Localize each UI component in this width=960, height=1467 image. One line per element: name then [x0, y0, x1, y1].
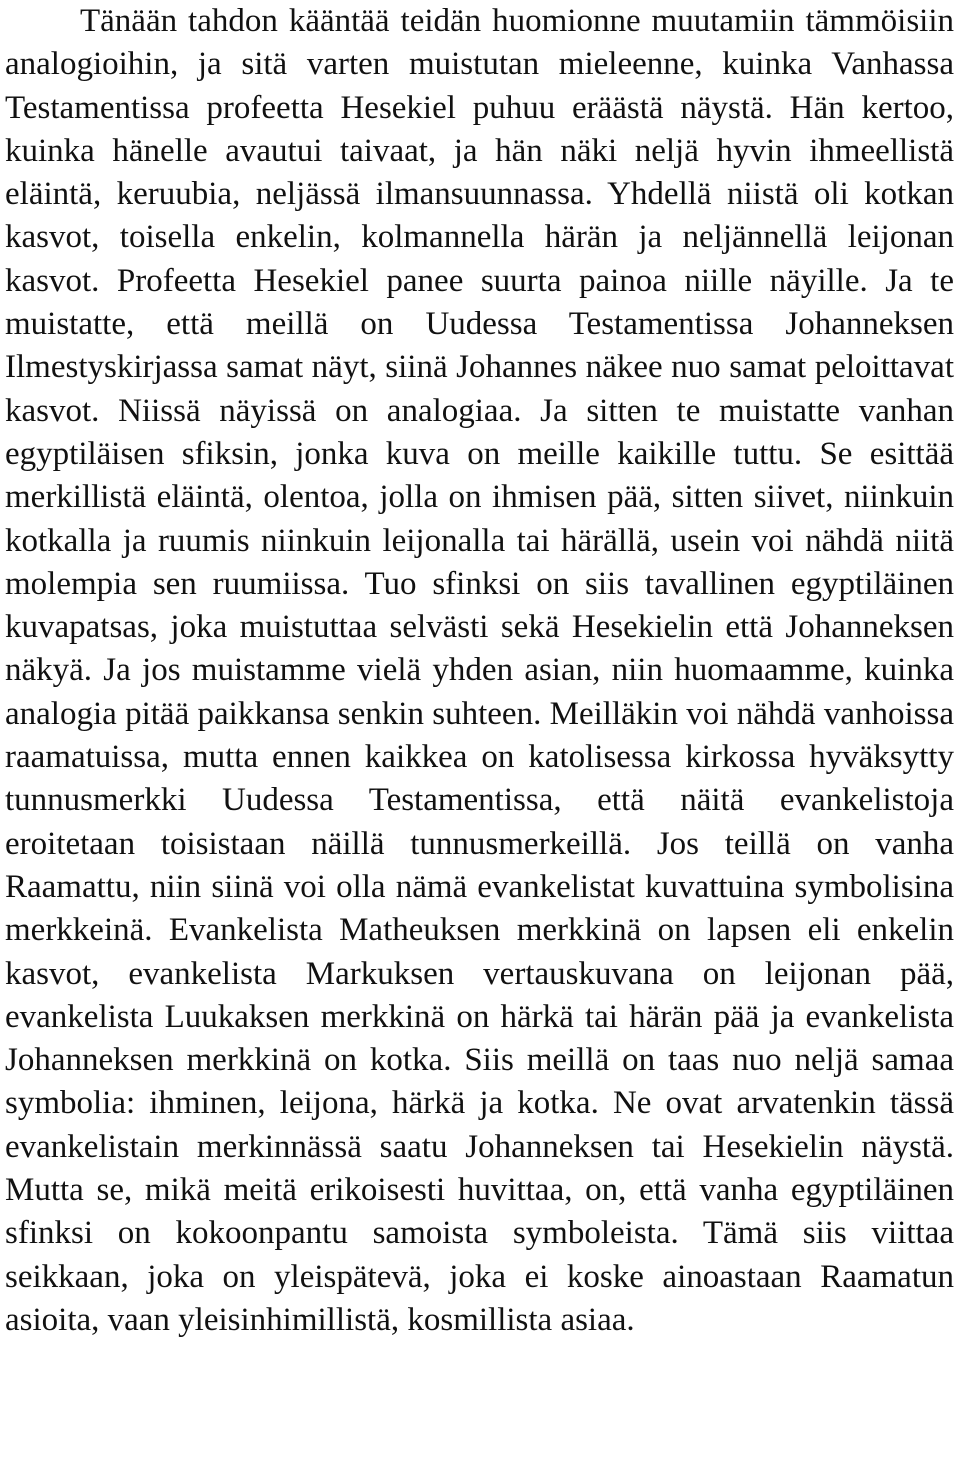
- body-paragraph: Tänään tahdon kääntää teidän huomionne muutamiin tämmöisiin analogioihin, ja sitä varten muistutan mieleenne, kuinka Vanhassa Testamentissa profeetta Hesekiel puhuu eräästä näystä. Hän kertoo, kuinka hänelle avautui taivaat, ja hän näki neljä hyvin ihmeellistä eläintä, keruubia, neljässä ilmansuunnassa. Yhdellä niistä oli kotkan kasvot, toisella enkelin, kolmannella härän ja neljännellä leijonan kasvot. Profeetta Hesekiel panee suurta painoa niille näyille. Ja te muistatte, että meillä on Uudessa Testamentissa Johanneksen Ilmestyskirjassa samat näyt, siinä Johannes näkee nuo samat peloittavat kasvot. Niissä näyissä on analogiaa. Ja sitten te muistatte vanhan egyptiläisen sfiksin, jonka kuva on meille kaikille tuttu. Se esittää merkillistä eläintä, olentoa, jolla on ihmisen pää, sitten siivet, niinkuin kotkalla ja ruumis niinkuin leijonalla tai härällä, usein voi nähdä niitä molempia sen ruumiissa. Tuo sfinksi on siis tavallinen egyptiläinen kuvapatsas, joka muistuttaa selvästi sekä Hesekielin että Johanneksen näkyä. Ja jos muistamme vielä yhden asian, niin huomaamme, kuinka analogia pitää paikkansa senkin suhteen. Meilläkin voi nähdä vanhoissa raamatuissa, mutta ennen kaikkea on katolisessa kirkossa hyväksytty tunnusmerkki Uudessa Testamentissa, että näitä evankelistoja eroitetaan toisistaan näillä tunnusmerkeillä. Jos teillä on vanha Raamattu, niin siinä voi olla nämä evankelistat kuvattuina symbolisina merkkeinä. Evankelista Matheuksen merkkinä on lapsen eli enkelin kasvot, evankelista Markuksen vertauskuvana on leijonan pää, evankelista Luukaksen merkkinä on härkä tai härän pää ja evankelista Johanneksen merkkinä on kotka. Siis meillä on taas nuo neljä samaa symbolia: ihminen, leijona, härkä ja kotka. Ne ovat arvatenkin tässä evankelistain merkinnässä saatu Johanneksen tai Hesekielin näystä. Mutta se, mikä meitä erikoisesti huvittaa, on, että vanha egyptiläinen sfinksi on kokoonpantu samoista symboleista. Tämä siis viittaa seikkaan, joka on yleispätevä, joka ei koske ainoastaan Raamatun asioita, vaan yleisinhimillistä, kosmillista asiaa.: [5, 3, 954, 1338]
